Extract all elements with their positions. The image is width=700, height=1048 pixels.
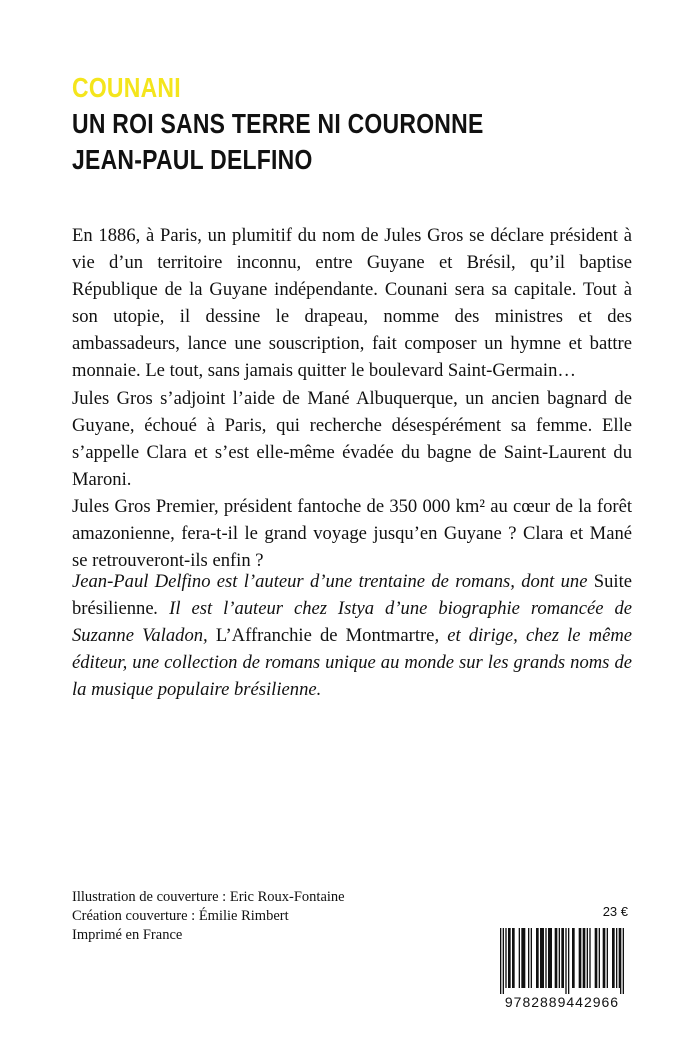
bio-text: . Il est l’auteur chez Istya d’une biographie romancée de Suzanne Valadon, [72, 598, 632, 647]
barcode-bar [536, 928, 539, 988]
barcode-bar [599, 928, 600, 988]
credits [72, 888, 432, 945]
isbn-number: 9782889442966 [504, 994, 620, 1010]
barcode-bar [583, 928, 586, 988]
author-name: JEAN-PAUL DELFINO [72, 144, 313, 175]
barcode-bar [620, 928, 621, 994]
barcode-bar [500, 928, 501, 994]
synopsis-paragraph: En 1886, à Paris, un plumitif du nom de Jules Gros se déclare président à vie d’un territoire inconnu, entre Guyane et Brésil, qu’il baptise République de la Guyane indépendante. Counani sera sa capitale. Tout à son utopie, il dessine le drapeau, nomme des ministres et des ambassadeurs, lance une souscription, fait composer un hymne et battre monnaie. Le tout, sans jamais quitter le boulevard Saint-Germain… [72, 225, 632, 382]
credit-illustration: Illustration de couverture : Eric Roux-Fontaine [72, 889, 345, 905]
barcode-bar [561, 928, 564, 988]
barcode-bar [579, 928, 582, 988]
barcode-bar [589, 928, 590, 988]
barcode-bar [565, 928, 566, 994]
barcode-bar [555, 928, 558, 988]
barcode-bar [505, 928, 506, 988]
barcode-bar [607, 928, 608, 988]
barcode-graphic [494, 928, 630, 994]
barcode-bar [503, 928, 504, 994]
barcode-bar [519, 928, 520, 988]
barcode-bar [559, 928, 560, 988]
barcode-bar [512, 928, 515, 988]
bio-text: Jean-Paul Delfino est l’auteur d’une trentaine de romans, dont une [72, 571, 594, 592]
barcode-bar [572, 928, 575, 988]
barcode-bar [616, 928, 617, 988]
barcode-bar [619, 928, 620, 988]
barcode-bar [531, 928, 532, 988]
bio-book-title: L’Affranchie de Montmartre [215, 625, 435, 647]
series-name: COUNANI [72, 72, 181, 103]
credit-creation: Création couverture : Émilie Rimbert [72, 908, 289, 924]
barcode-bar [540, 928, 544, 988]
synopsis [72, 222, 632, 574]
barcode-bar [528, 928, 529, 988]
book-title: UN ROI SANS TERRE NI COURONNE [72, 108, 484, 139]
credit-printed: Imprimé en France [72, 927, 183, 943]
barcode-bar [548, 928, 552, 988]
barcode-bar [595, 928, 598, 988]
barcode-bar [545, 928, 546, 988]
barcode-bar [568, 928, 569, 994]
barcode-bar [521, 928, 525, 988]
bio-book-title: Suite brésilienne [72, 571, 632, 620]
barcode-bar [603, 928, 606, 988]
barcode-bar [612, 928, 615, 988]
author-bio [72, 568, 632, 703]
barcode-bar [587, 928, 588, 988]
book-header [72, 70, 632, 178]
price-label: 23 € [602, 904, 628, 919]
bio-text: , et dirige, chez le même éditeur, une collection de romans unique au monde sur les grands noms de la musique populaire brésilienne. [72, 625, 632, 701]
barcode-bar [508, 928, 511, 988]
barcode [494, 928, 630, 998]
barcode-bar [623, 928, 624, 994]
synopsis-paragraph: Jules Gros s’adjoint l’aide de Mané Albuquerque, un ancien bagnard de Guyane, échoué à Paris, qui recherche désespérément sa femme. Elle s’appelle Clara et s’est elle-même évadée du bagne de Saint-Laurent du Maroni. [72, 387, 632, 490]
synopsis-paragraph: Jules Gros Premier, président fantoche de 350 000 km² au cœur de la forêt amazonienne, fera-t-il le grand voyage jusqu’en Guyane ? Clara et Mané se retrouveront-ils enfin ? [72, 495, 632, 572]
